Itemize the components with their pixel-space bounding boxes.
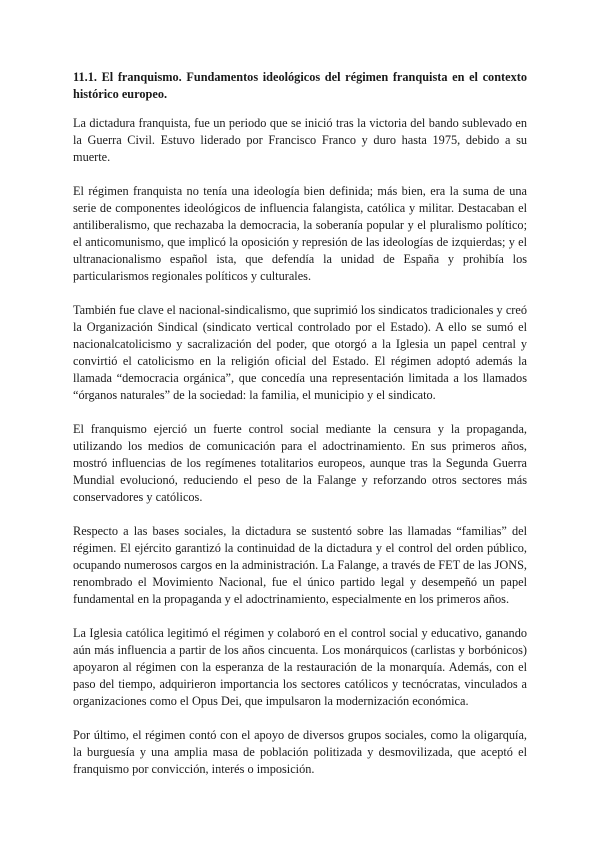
paragraph-national-syndicalism: También fue clave el nacional-sindicalismo, que suprimió los sindicatos tradicionales y creó la Organización Sindical (sindicato vertical controlado por el Estado). A ello se sumó el nacionalcatolicismo y sacralización del poder, que otorgó a la Iglesia un papel central y convirtió el catolicismo en la religión oficial del Estado. El régimen adoptó además la llamada “democracia orgánica”, que concedía una representación limitada a los llamados “órganos naturales” de la sociedad: la familia, el municipio y el sindicato. bbox=[73, 303, 527, 402]
paragraph-church-monarchists: La Iglesia católica legitimó el régimen y colaboró en el control social y educativo, ganando aún más influencia a partir de los años cincuenta. Los monárquicos (carlistas y borbónicos) apoyaron al régimen con la esperanza de la restauración de la monarquía. Además, con el paso del tiempo, adquirieron importancia los sectores católicos y tecnócratas, vinculados a organizaciones como el Opus Dei, que impulsaron la modernización económica. bbox=[73, 626, 527, 708]
paragraph-intro: La dictadura franquista, fue un periodo que se inició tras la victoria del bando sublevado en la Guerra Civil. Estuvo liderado por Francisco Franco y duro hasta 1975, debido a su muerte. bbox=[73, 116, 527, 164]
document-title: 11.1. El franquismo. Fundamentos ideológicos del régimen franquista en el contexto histórico europeo. bbox=[73, 70, 527, 101]
paragraph-ideology: El régimen franquista no tenía una ideología bien definida; más bien, era la suma de una serie de componentes ideológicos de influencia falangista, católica y militar. Destacaban el antiliberalismo, que rechazaba la democracia, la soberanía popular y el pluralismo político; el anticomunismo, que implicó la oposición y represión de las ideologías de izquierdas; y el ultranacionalismo español ista, que defendía la unidad de España y prohibía los particularismos regionales políticos y culturales. bbox=[73, 184, 527, 283]
paragraph-conclusion: Por último, el régimen contó con el apoyo de diversos grupos sociales, como la oligarquía, la burguesía y una amplia masa de población politizada y desmovilizada, que aceptó el franquismo por convicción, interés o imposición. bbox=[73, 728, 527, 776]
paragraph-social-control: El franquismo ejerció un fuerte control social mediante la censura y la propaganda, utilizando los medios de comunicación para el adoctrinamiento. En sus primeros años, mostró influencias de los regímenes totalitarios europeos, aunque tras la Segunda Guerra Mundial evolucionó, reduciendo el peso de la Falange y reforzando otros sectores más conservadores y católicos. bbox=[73, 422, 527, 504]
paragraph-social-bases: Respecto a las bases sociales, la dictadura se sustentó sobre las llamadas “familias” del régimen. El ejército garantizó la continuidad de la dictadura y el control del orden público, ocupando numerosos cargos en la administración. La Falange, a través de FET de las JONS, renombrado el Movimiento Nacional, fue el único partido legal y desempeñó un papel fundamental en la propaganda y el adoctrinamiento, especialmente en los primeros años. bbox=[73, 524, 527, 606]
document-page bbox=[73, 69, 527, 795]
